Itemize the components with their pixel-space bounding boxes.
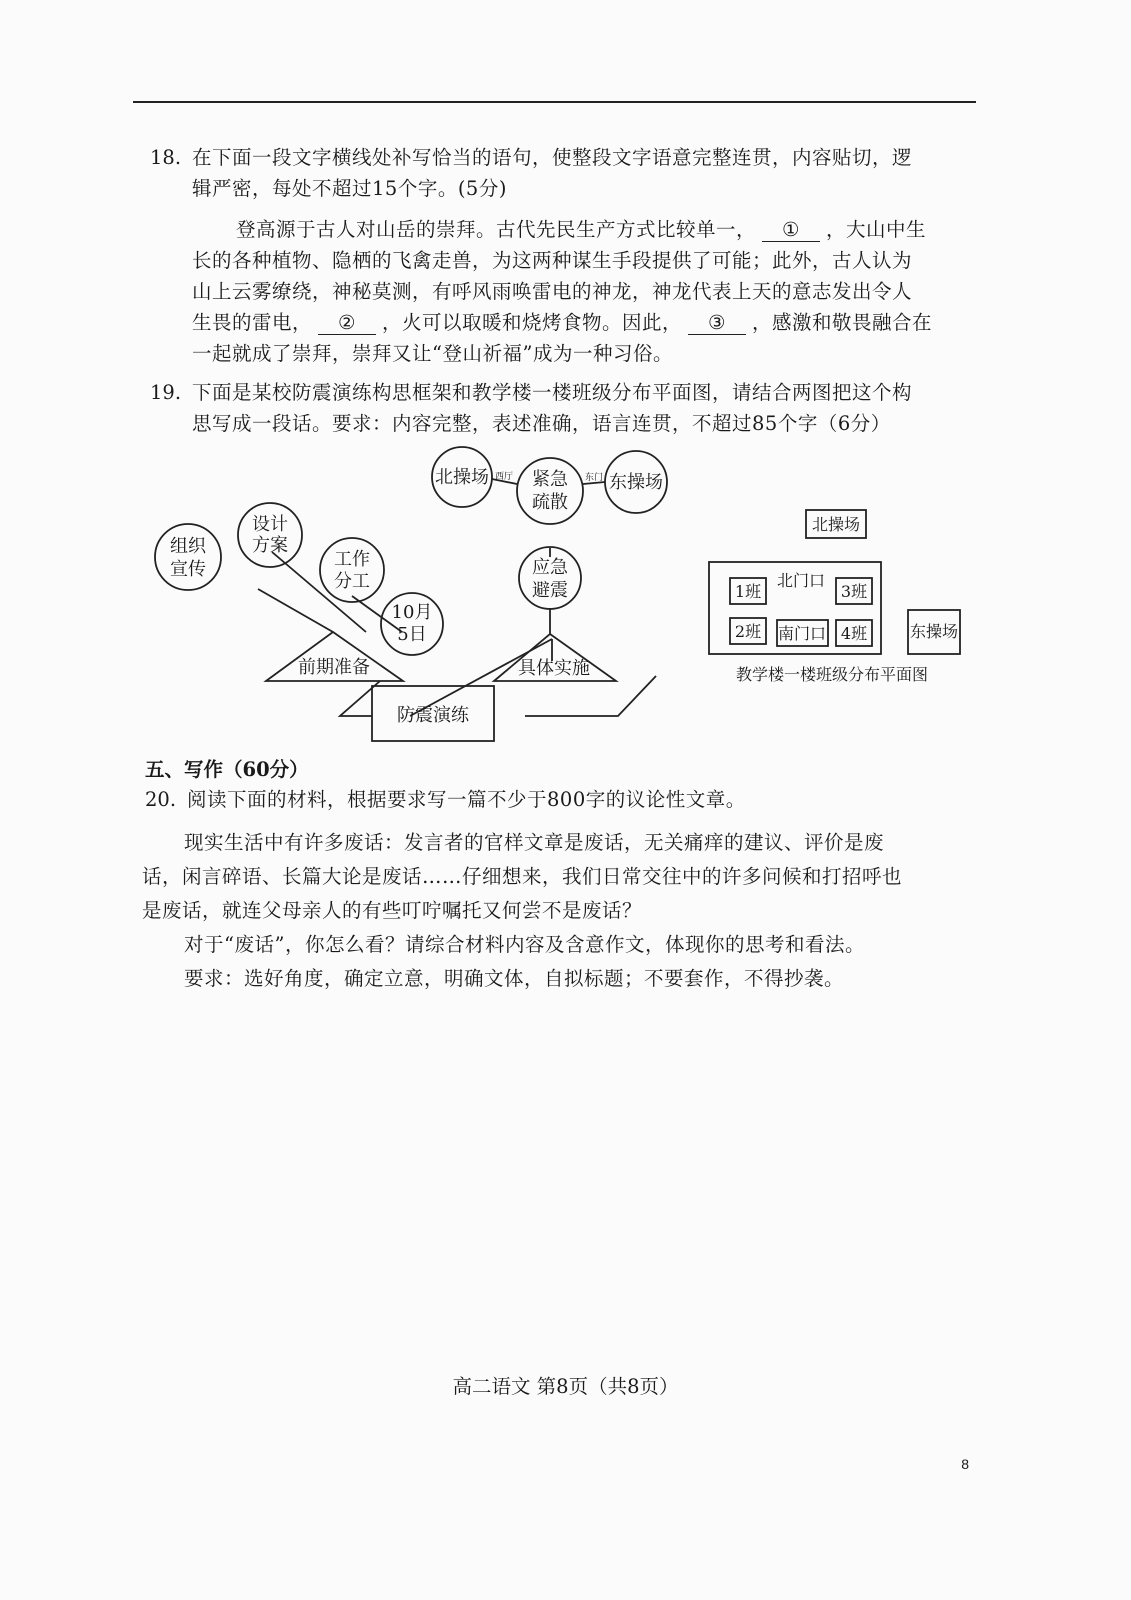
emerg-label-2: 避震 [532, 580, 568, 601]
q20-requirements: 要求：选好角度，确定立意，明确文体，自拟标题；不要套作，不得抄袭。 [184, 967, 845, 990]
page-footer: 高二语文 第8页（共8页） [452, 1375, 679, 1398]
q20-ask: 对于“废话”，你怎么看？请综合材料内容及含意作文，体现你的思考和看法。 [184, 933, 865, 956]
arrow-west-label: 西厅 [494, 472, 514, 482]
org-label-2: 宣传 [170, 559, 206, 580]
link-center-impl [525, 676, 656, 716]
blank-1[interactable]: ① [762, 219, 820, 242]
q20-material [142, 826, 982, 996]
org-circle [155, 524, 221, 590]
emerg-label-1: 应急 [532, 557, 568, 578]
fp-caption: 教学楼一楼班级分布平面图 [735, 665, 929, 684]
date-label-1: 10月 [391, 602, 433, 623]
q18-intro-line1: 在下面一段文字横线处补写恰当的语句，使整段文字语意完整连贯，内容贴切，逻 [192, 146, 913, 169]
q19-prompt [192, 377, 992, 439]
evac-circle [517, 458, 583, 524]
work-label-1: 工作 [334, 549, 370, 570]
q18-line3: 山上云雾缭绕，神秘莫测，有呼风雨唤雷电的神龙，神龙代表上天的意志发出令人 [192, 280, 913, 303]
q20-material-1: 现实生活中有许多废话：发言者的官样文章是废话，无关痛痒的建议、评价是废 [184, 831, 885, 854]
design-label-2: 方案 [252, 535, 288, 556]
q18-line1: 登高源于古人对山岳的崇拜。古代先民生产方式比较单一， ① ，大山中生 [236, 218, 927, 241]
page-number: 8 [961, 1456, 969, 1472]
fp-class3: 3班 [840, 582, 868, 601]
q19-number: 19. [150, 381, 182, 404]
q18-line5: 一起就成了崇拜，崇拜又让“登山祈福”成为一种习俗。 [192, 342, 673, 365]
q20-number: 20. [145, 788, 177, 811]
q18-line4: 生畏的雷电， ② ，火可以取暖和烧烤食物。因此， ③ ，感激和敬畏融合在 [192, 311, 933, 334]
q20-instruction: 阅读下面的材料，根据要求写一篇不少于800字的议论性文章。 [187, 788, 746, 811]
q19-line2: 思写成一段话。要求：内容完整，表述准确，语言连贯，不超过85个字（6分） [192, 412, 891, 435]
date-label-2: 5日 [397, 624, 427, 645]
q18-intro-line2: 辑严密，每处不超过15个字。(5分) [192, 177, 507, 200]
section5-title: 五、写作（60分） [145, 758, 309, 781]
work-circle [320, 538, 384, 602]
arrow-east-label: 东门 [584, 473, 604, 483]
work-label-2: 分工 [334, 571, 370, 592]
fp-east-field: 东操场 [909, 622, 959, 641]
q20-material-3: 是废话，就连父母亲人的有些叮咛嘱托又何尝不是废话？ [142, 899, 643, 922]
evac-label-1: 紧急 [532, 469, 568, 490]
center-label: 防震演练 [397, 705, 469, 726]
fp-north-gate: 北门口 [776, 571, 826, 590]
prep-label: 前期准备 [298, 657, 370, 678]
q18-number: 18. [150, 146, 182, 169]
impl-label: 具体实施 [518, 658, 590, 679]
east-field-label: 东操场 [609, 472, 663, 493]
q18-prompt [192, 142, 992, 204]
fp-class1: 1班 [734, 582, 762, 601]
fp-south-gate: 南门口 [777, 624, 827, 643]
drill-diagrams [140, 446, 980, 746]
q20-material-2: 话，闲言碎语、长篇大论是废话……仔细想来，我们日常交往中的许多问候和打招呼也 [142, 865, 903, 888]
org-label-1: 组织 [170, 536, 206, 557]
header-rule [133, 101, 976, 103]
fp-north-field: 北操场 [811, 515, 861, 534]
q18-passage [192, 214, 992, 369]
fp-class4: 4班 [840, 624, 868, 643]
q19-line1: 下面是某校防震演练构思框架和教学楼一楼班级分布平面图，请结合两图把这个构 [192, 381, 913, 404]
blank-3[interactable]: ③ [688, 312, 746, 335]
design-label-1: 设计 [252, 514, 288, 535]
q18-line2: 长的各种植物、隐栖的飞禽走兽，为这两种谋生手段提供了可能；此外，古人认为 [192, 249, 913, 272]
evac-label-2: 疏散 [532, 492, 568, 513]
north-field-label: 北操场 [435, 467, 489, 488]
blank-2[interactable]: ② [318, 312, 376, 335]
fp-class2: 2班 [734, 622, 762, 641]
